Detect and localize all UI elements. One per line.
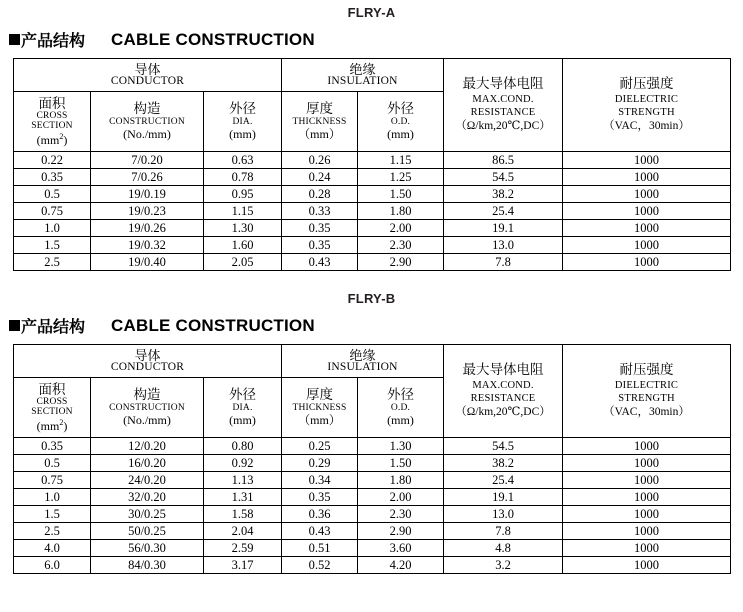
table-cell: 2.90 [358,254,444,271]
table-row [14,489,731,506]
group-header-conductor-en: CONDUCTOR [110,360,185,373]
cable-construction-table [13,58,731,271]
column-header-conductor-dia-unit: (mm) [229,127,256,142]
column-header-construction-en: CONSTRUCTION [109,402,185,413]
table-cell: 0.78 [204,169,282,186]
table-cell: 54.5 [444,438,563,455]
table-cell: 13.0 [444,237,563,254]
table-row [14,472,731,489]
table-body [14,438,731,574]
black-square-icon [9,320,20,331]
table-cell: 0.75 [14,203,91,220]
table-cell: 0.35 [282,489,358,506]
table-cell: 1.31 [204,489,282,506]
column-header-conductor-dia [204,378,282,438]
table-row [14,203,731,220]
table-cell: 30/0.25 [91,506,204,523]
table-cell: 0.36 [282,506,358,523]
column-header-od-cn: 外径 [387,387,414,403]
section-spacer [0,271,743,286]
section-heading-en: CABLE CONSTRUCTION [111,29,315,49]
table-row [14,455,731,472]
table-cell: 84/0.30 [91,557,204,574]
table-cell: 2.59 [204,540,282,557]
table-cell: 1000 [563,203,731,220]
table-cell: 1000 [563,523,731,540]
column-header-construction-unit: (No./mm) [123,413,171,428]
table-cell: 3.17 [204,557,282,574]
table-cell: 1.25 [358,169,444,186]
table-cell: 1000 [563,472,731,489]
column-header-construction [91,378,204,438]
section-heading [0,311,743,344]
column-header-cross-section-en2: SECTION [31,121,73,132]
table-cell: 0.35 [282,237,358,254]
table-cell: 24/0.20 [91,472,204,489]
column-header-thickness-en: THICKNESS [292,402,347,413]
section-flry-a [0,0,743,271]
table-cell: 0.43 [282,523,358,540]
table-cell: 1000 [563,220,731,237]
table-cell: 19.1 [444,489,563,506]
group-header-insulation-en: INSULATION [327,360,398,373]
column-header-cross-section-unit: $(mm^2)$ [36,131,68,147]
column-header-od-en: O.D. [390,402,411,413]
column-header-conductor-dia-en: DIA. [232,402,253,413]
table-cell: 1000 [563,506,731,523]
table-head [14,59,731,152]
column-header-conductor-dia [204,92,282,152]
table-cell: 56/0.30 [91,540,204,557]
table-cell: 0.33 [282,203,358,220]
column-header-cross-section [14,378,91,438]
table-cell: 4.8 [444,540,563,557]
series-title: FLRY-A [347,5,396,20]
column-header-resistance-unit: （Ω/km,20℃,DC） [455,120,551,133]
table-cell: 1.0 [14,220,91,237]
column-header-resistance [444,59,563,152]
column-header-dielectric-unit: （VAC，30min） [603,406,690,419]
table-cell: 19/0.40 [91,254,204,271]
table-wrapper [0,344,743,574]
section-heading-cn: 产品结构 [21,319,86,336]
table-row [14,523,731,540]
table-cell: 7/0.20 [91,152,204,169]
table-cell: 1.58 [204,506,282,523]
section-heading [0,25,743,58]
table-cell: 38.2 [444,186,563,203]
column-header-construction-cn: 构造 [133,101,161,117]
table-cell: 1.5 [14,237,91,254]
table-cell: 1.80 [358,203,444,220]
table-cell: 2.5 [14,254,91,271]
group-header-row [14,59,731,92]
table-cell: 0.28 [282,186,358,203]
table-cell: 1000 [563,169,731,186]
group-header-insulation-cn: 绝缘 [349,347,376,363]
column-header-dielectric [563,345,731,438]
table-cell: 1000 [563,540,731,557]
group-header-conductor-en: CONDUCTOR [110,74,185,87]
table-row [14,557,731,574]
table-cell: 1.50 [358,186,444,203]
table-cell: 1.15 [204,203,282,220]
section-flry-b [0,286,743,574]
column-header-dielectric-en1: DIELECTRIC [614,380,679,392]
column-header-construction-unit: (No./mm) [123,127,171,142]
column-header-dielectric-cn: 耐压强度 [619,75,674,91]
column-header-thickness-unit: （mm） [298,127,341,142]
group-header-insulation-cn: 绝缘 [349,61,376,77]
table-wrapper [0,58,743,271]
cable-construction-table [13,344,731,574]
table-cell: 0.22 [14,152,91,169]
table-cell: 1000 [563,254,731,271]
table-cell: 0.92 [204,455,282,472]
group-header-conductor [14,345,282,378]
table-cell: 54.5 [444,169,563,186]
group-header-conductor [14,59,282,92]
table-cell: 0.43 [282,254,358,271]
table-cell: 0.75 [14,472,91,489]
column-header-od-cn: 外径 [387,101,414,117]
table-cell: 50/0.25 [91,523,204,540]
table-cell: 0.34 [282,472,358,489]
black-square-icon [9,34,20,45]
table-cell: 3.60 [358,540,444,557]
column-header-cross-section-en1: CROSS [36,396,68,407]
table-cell: 3.2 [444,557,563,574]
table-cell: 32/0.20 [91,489,204,506]
table-cell: 1.5 [14,506,91,523]
table-cell: 38.2 [444,455,563,472]
column-header-resistance-unit: （Ω/km,20℃,DC） [455,406,551,419]
column-header-resistance-en1: MAX.COND. [472,380,534,392]
table-cell: 0.24 [282,169,358,186]
table-row [14,220,731,237]
table-cell: 7.8 [444,254,563,271]
column-header-od [358,92,444,152]
table-cell: 86.5 [444,152,563,169]
table-cell: 19.1 [444,220,563,237]
table-cell: 7.8 [444,523,563,540]
table-cell: 2.90 [358,523,444,540]
column-header-dielectric-cn: 耐压强度 [619,361,674,377]
table-cell: 2.00 [358,489,444,506]
table-cell: 19/0.32 [91,237,204,254]
table-cell: 7/0.26 [91,169,204,186]
table-cell: 19/0.23 [91,203,204,220]
column-header-cross-section-en2: SECTION [31,407,73,418]
table-cell: 12/0.20 [91,438,204,455]
table-cell: 0.52 [282,557,358,574]
table-row [14,438,731,455]
group-header-insulation-en: INSULATION [327,74,398,87]
table-cell: 2.00 [358,220,444,237]
table-cell: 1.80 [358,472,444,489]
table-cell: 1000 [563,237,731,254]
table-cell: 2.05 [204,254,282,271]
column-header-cross-section-cn: 面积 [38,381,66,397]
table-cell: 1000 [563,438,731,455]
column-header-resistance-cn: 最大导体电阻 [462,361,544,377]
table-cell: 0.35 [282,220,358,237]
table-cell: 0.63 [204,152,282,169]
column-header-od [358,378,444,438]
table-cell: 1000 [563,186,731,203]
table-cell: 0.95 [204,186,282,203]
column-header-thickness [282,92,358,152]
column-header-resistance-cn: 最大导体电阻 [462,75,544,91]
table-cell: 1000 [563,557,731,574]
column-header-construction-cn: 构造 [133,387,161,403]
column-header-thickness-unit: （mm） [298,413,341,428]
table-cell: 1.50 [358,455,444,472]
table-cell: 1000 [563,489,731,506]
table-cell: 0.51 [282,540,358,557]
table-row [14,152,731,169]
table-cell: 25.4 [444,203,563,220]
table-row [14,186,731,203]
column-header-cross-section-cn: 面积 [38,95,66,111]
table-cell: 1000 [563,152,731,169]
table-cell: 0.80 [204,438,282,455]
column-header-conductor-dia-cn: 外径 [229,387,256,403]
table-row [14,169,731,186]
column-header-od-en: O.D. [390,116,411,127]
table-cell: 1.30 [204,220,282,237]
table-cell: 16/0.20 [91,455,204,472]
table-body [14,152,731,271]
table-cell: 0.29 [282,455,358,472]
group-header-insulation [282,345,444,378]
column-header-construction-en: CONSTRUCTION [109,116,185,127]
table-cell: 0.35 [14,438,91,455]
column-header-resistance-en2: RESISTANCE [470,392,536,404]
column-header-resistance-en1: MAX.COND. [472,94,534,106]
column-header-od-unit: (mm) [387,127,414,142]
table-cell: 1.13 [204,472,282,489]
column-header-construction [91,92,204,152]
section-heading-en: CABLE CONSTRUCTION [111,315,315,335]
column-header-thickness-cn: 厚度 [306,101,333,117]
table-cell: 4.20 [358,557,444,574]
series-title: FLRY-B [347,291,396,306]
column-header-thickness [282,378,358,438]
table-cell: 1.0 [14,489,91,506]
table-cell: 4.0 [14,540,91,557]
table-cell: 0.5 [14,186,91,203]
table-row [14,254,731,271]
column-header-dielectric-en1: DIELECTRIC [614,94,679,106]
table-cell: 1000 [563,455,731,472]
table-row [14,506,731,523]
table-cell: 2.30 [358,506,444,523]
group-header-conductor-cn: 导体 [134,61,161,77]
column-header-thickness-cn: 厚度 [306,387,333,403]
column-header-dielectric [563,59,731,152]
column-header-cross-section-en1: CROSS [36,110,68,121]
table-cell: 0.35 [14,169,91,186]
table-cell: 19/0.26 [91,220,204,237]
column-header-od-unit: (mm) [387,413,414,428]
column-header-resistance-en2: RESISTANCE [470,106,536,118]
column-header-cross-section-unit: $(mm^2)$ [36,417,68,433]
column-header-dielectric-en2: STRENGTH [618,392,675,404]
table-cell: 13.0 [444,506,563,523]
table-cell: 0.5 [14,455,91,472]
table-cell: 1.15 [358,152,444,169]
table-cell: 0.26 [282,152,358,169]
table-cell: 6.0 [14,557,91,574]
table-cell: 19/0.19 [91,186,204,203]
column-header-conductor-dia-cn: 外径 [229,101,256,117]
column-header-thickness-en: THICKNESS [292,116,347,127]
column-header-dielectric-en2: STRENGTH [618,106,675,118]
table-cell: 1.60 [204,237,282,254]
column-header-dielectric-unit: （VAC，30min） [603,120,690,133]
table-head [14,345,731,438]
group-header-conductor-cn: 导体 [134,347,161,363]
group-header-row [14,345,731,378]
column-header-conductor-dia-unit: (mm) [229,413,256,428]
table-row [14,540,731,557]
column-header-conductor-dia-en: DIA. [232,116,253,127]
section-heading-cn: 产品结构 [21,33,86,50]
group-header-insulation [282,59,444,92]
column-header-cross-section [14,92,91,152]
table-cell: 25.4 [444,472,563,489]
table-cell: 2.30 [358,237,444,254]
table-row [14,237,731,254]
table-cell: 2.04 [204,523,282,540]
table-cell: 1.30 [358,438,444,455]
column-header-resistance [444,345,563,438]
table-cell: 2.5 [14,523,91,540]
table-cell: 0.25 [282,438,358,455]
